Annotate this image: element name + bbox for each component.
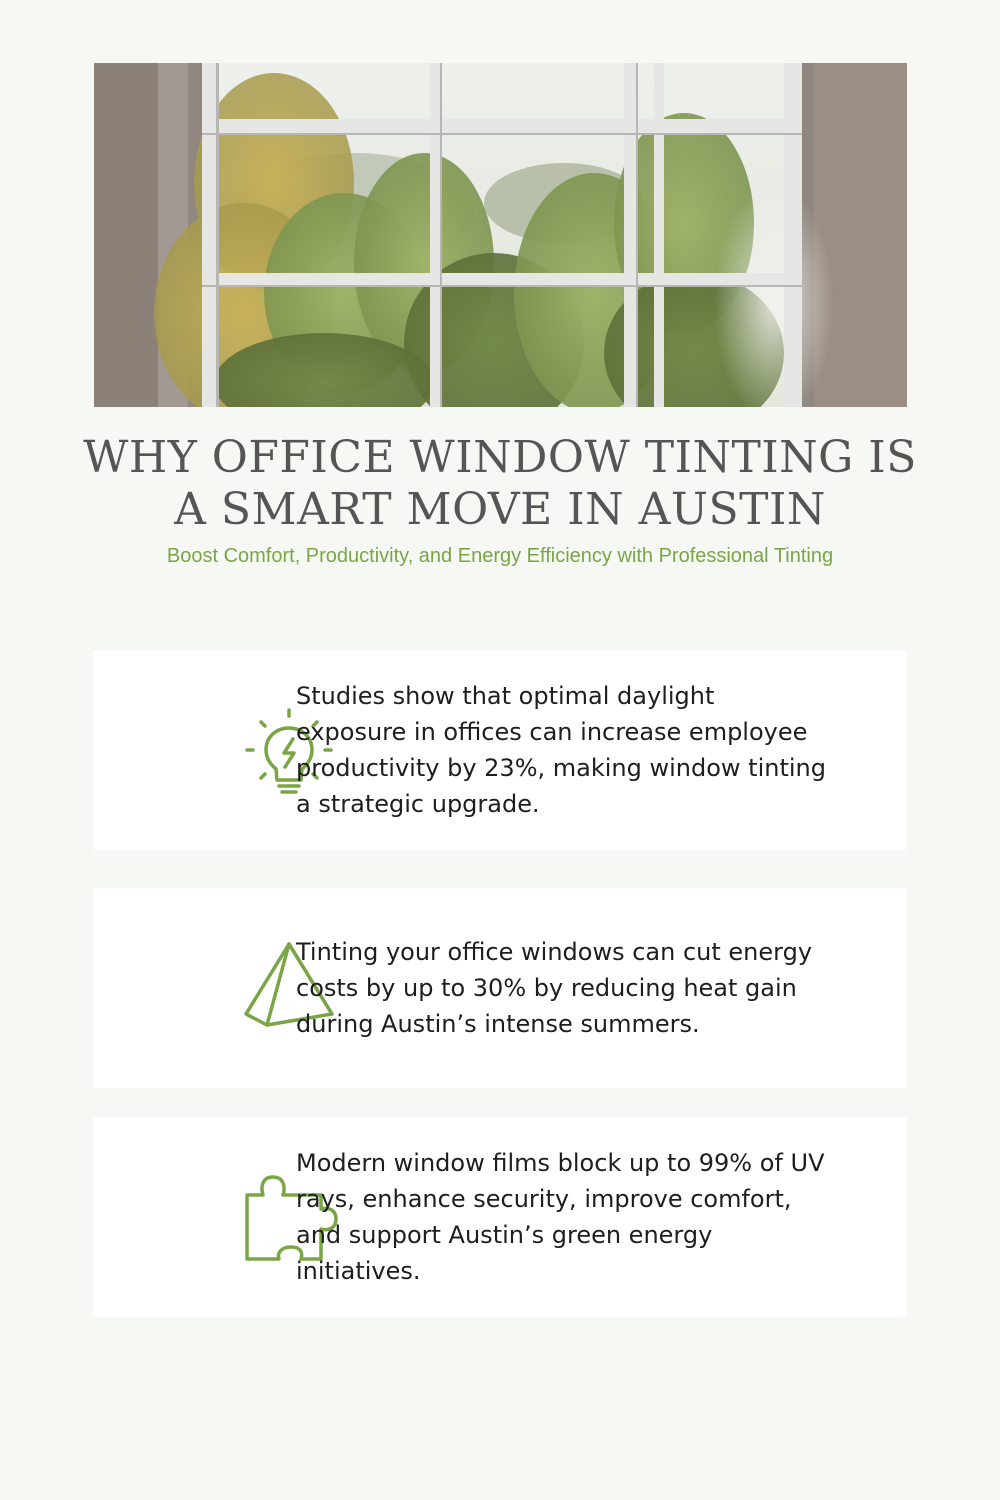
info-card-productivity [93,650,907,850]
hero-photo [94,63,907,407]
info-card-uv [93,1117,907,1317]
card-text: Studies show that optimal daylight exposure in offices can increase employee productivity by 23%, making window tinting a strategic upgrade. [296,682,826,818]
page-title: WHY OFFICE WINDOW TINTING IS A SMART MOVE IN AUSTIN [83,432,917,535]
office-window-image [94,63,907,407]
card-text: Tinting your office windows can cut energy costs by up to 30% by reducing heat gain during Austin’s intense summers. [296,938,813,1038]
card-text: Modern window films block up to 99% of UV rays, enhance security, improve comfort, and support Austin’s green energy initiatives. [296,1149,825,1285]
info-card-energy [93,888,907,1088]
page-subtitle: Boost Comfort, Productivity, and Energy Efficiency with Professional Tinting [166,545,834,567]
